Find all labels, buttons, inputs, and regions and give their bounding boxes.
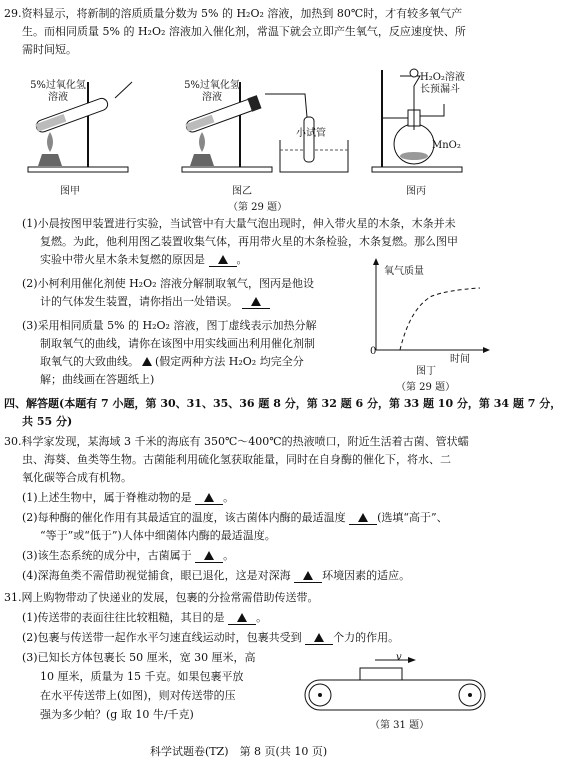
q29-s1-line3: 实验中带火星木条未复燃的原因是 。 (40, 253, 248, 266)
q31-s3-line1: (3)已知长方体包裹长 50 厘米，宽 30 厘米，高 (22, 651, 256, 664)
fig-yi-caption: 图乙 (232, 186, 252, 197)
triangle-icon (303, 571, 313, 580)
fig31-caption: （第 31 题） (370, 720, 430, 731)
triangle-icon (358, 513, 368, 522)
q30-line3: 氧化碳等合成有机物。 (22, 471, 132, 484)
fig-jia-label: 5%过氧化氢溶液 (30, 80, 86, 103)
graph-ylabel: 氧气质量 (384, 266, 424, 277)
q29-s3-line1: (3)采用相同质量 5% 的 H₂O₂ 溶液，图丁虚线表示加热分解 (22, 319, 317, 332)
fig29-caption: （第 29 题） (228, 202, 288, 213)
answer-blank (228, 612, 256, 625)
q31-s2: (2)包裹与传送带一起作水平匀速直线运动时，包裹共受到 个力的作用。 (22, 631, 400, 644)
fig-yi-label: 5%过氧化氢溶液 (184, 80, 240, 103)
section4-desc2: 共 55 分) (22, 415, 73, 428)
q31-s3-line3: 在水平传送带上(如图)，则对传送带的压 (40, 689, 236, 702)
q30-line1: 30.科学家发现，某海域 3 千米的海底有 350℃～400℃的热液喷口，附近生活着古菌、管状蠕 (4, 435, 469, 448)
q31-s3-line2: 10 厘米，质量为 15 千克。如果包裹平放 (40, 670, 244, 683)
fig-yi-tube-label: 小试管 (296, 128, 326, 139)
q30-s2-line1: (2)每种酶的催化作用有其最适宜的温度，该古菌体内酶的最适温度 (选填“高于”、 (22, 511, 448, 524)
page-footer: 科学试题卷(TZ) 第 8 页(共 10 页) (150, 745, 328, 758)
triangle-icon (251, 297, 261, 306)
q29-s3-line2: 制取氧气的曲线，请你在该图中用实线画出利用催化剂制 (40, 337, 315, 350)
answer-blank (195, 492, 223, 505)
fig-bing-label-solution: H₂O₂溶液 (420, 72, 465, 83)
q30-s3: (3)该生态系统的成分中，古菌属于 。 (22, 549, 235, 562)
q29-line3: 需时间短。 (22, 43, 77, 56)
triangle-icon (204, 493, 214, 502)
graph-origin: 0 (370, 346, 377, 357)
q29-number: 29. (4, 7, 22, 20)
conveyor-belt-diagram (300, 652, 490, 718)
q31-line1: 31.网上购物带动了快递业的发展，包裹的分捡常需借助传送带。 (4, 591, 319, 604)
fig-bing-label-funnel: 长预漏斗 (420, 84, 460, 95)
answer-blank (294, 570, 322, 583)
q31-s3-line4: 强为多少帕？(g 取 10 牛/千克) (40, 708, 194, 721)
fig-bing-caption: 图丙 (406, 186, 426, 197)
answer-blank (242, 296, 270, 309)
q29-s2-line1: (2)小柯利用催化剂使 H₂O₂ 溶液分解制取氧气，图丙是他设 (22, 277, 315, 290)
q29-s3-line4: 解；曲线画在答题纸上) (40, 373, 155, 386)
velocity-label: v (396, 652, 402, 663)
q30-s4: (4)深海鱼类不需借助视觉捕食，眼已退化，这是对深海 环境因素的适应。 (22, 569, 411, 582)
section4-header: 四、解答题(本题有 7 小题，第 30、31、35、36 题 8 分，第 32 题 6 分，第 33 题 10 分，第 34 题 7 分， (4, 397, 561, 410)
answer-blank (195, 550, 223, 563)
q30-s2-line2: “等于”或“低于”)人体中细菌体内酶的最适温度。 (40, 529, 276, 542)
q29-s1-line1: (1)小晨按图甲装置进行实验，当试管中有大量气泡出现时，伸入带火星的木条，木条并未 (22, 217, 456, 230)
q31-number: 31. (4, 591, 22, 604)
q29-line1: 29.资料显示，将新制的溶质质量分数为 5% 的 H₂O₂ 溶液，加热到 80℃时，才有较多氧气产 (4, 7, 463, 20)
q30-number: 30. (4, 435, 22, 448)
triangle-icon (204, 551, 214, 560)
triangle-icon (218, 255, 228, 264)
q31-s1: (1)传送带的表面往往比较粗糙，其目的是 。 (22, 611, 268, 624)
answer-blank (209, 254, 237, 267)
fig-bing-label-mno2: MnO₂ (432, 140, 461, 151)
triangle-icon (237, 613, 247, 622)
q29-line2: 生。而相同质量 5% 的 H₂O₂ 溶液加入催化剂，常温下就会立即产生氧气，反应速度快、所 (22, 25, 466, 38)
q29-s2-line2: 计的气体发生装置，请你指出一处错误。 (40, 294, 270, 309)
answer-blank (305, 632, 333, 645)
triangle-icon (142, 357, 152, 366)
answer-blank (349, 512, 377, 525)
graph-fig-caption: （第 29 题） (396, 382, 456, 393)
q29-s1-line2: 复燃。为此，他利用图乙装置收集气体，再用带火星的木条检验，木条复燃。那么图甲 (40, 235, 458, 248)
graph-xlabel: 时间 (450, 354, 470, 365)
heating-curve (400, 288, 480, 350)
q29-s3-line3: 取氧气的大致曲线。 (假定两种方法 H₂O₂ 均完全分 (40, 355, 304, 368)
triangle-icon (314, 633, 324, 642)
graph-caption: 图丁 (416, 366, 436, 377)
section4-title: 四、解答题 (4, 397, 59, 410)
package-box (360, 668, 402, 680)
q30-s1: (1)上述生物中，属于脊椎动物的是 。 (22, 491, 235, 504)
q30-line2: 虫、海葵、鱼类等生物。古菌能利用硫化氢获取能量，同时在自身酶的催化下，将水、二 (22, 453, 451, 466)
fig-jia-caption: 图甲 (60, 186, 80, 197)
